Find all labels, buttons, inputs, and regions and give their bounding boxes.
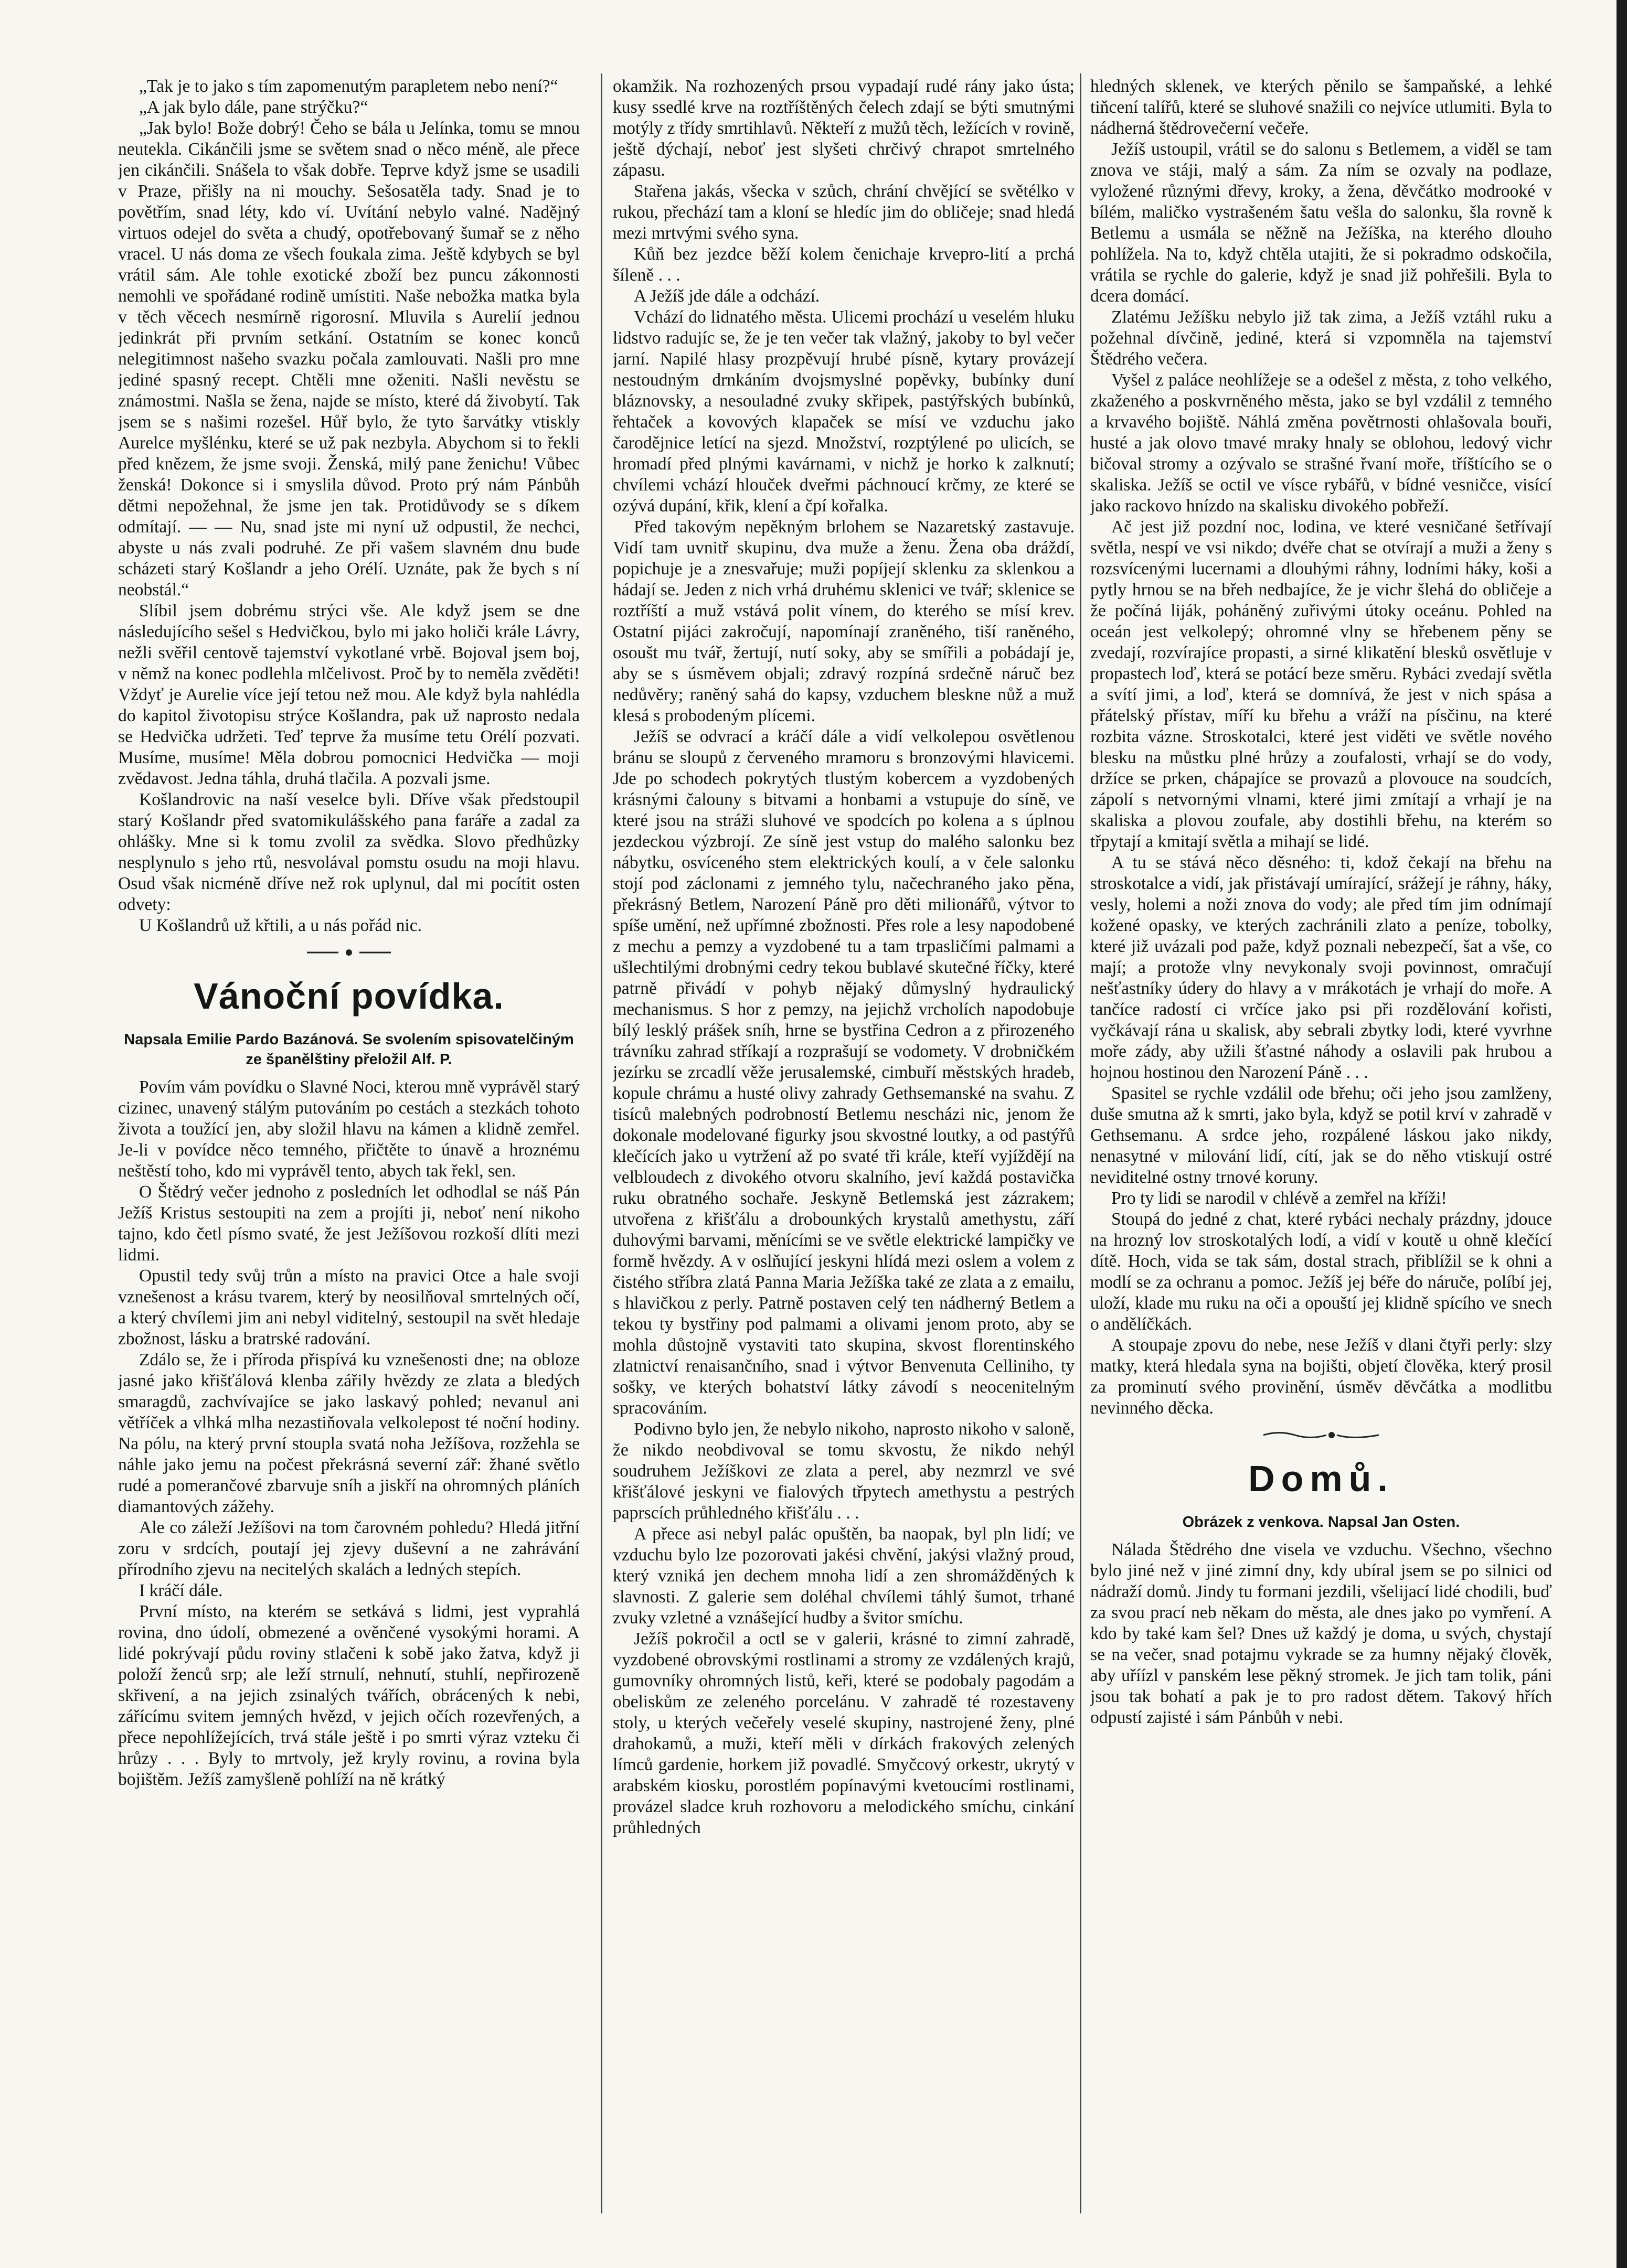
paragraph: „A jak bylo dále, pane strýčku?“ <box>139 98 368 117</box>
paragraph: Spasitel se rychle vzdálil ode břehu; oči jeho jsou zamlženy, duše smutna až k smrti, jako byla, když se potil krví v zahradě v Gethsemanu. A srdce jeho, rozpálené láskou jako nikdy, nenasytné v milování lidí, cítí, jak se do něho vtiskují ostré neviditelné ostny trnové koruny. <box>1090 1084 1552 1187</box>
paragraph: Pro ty lidi se narodil v chlévě a zemřel na kříži! <box>1111 1189 1447 1208</box>
paragraph: A stoupaje zpovu do nebe, nese Ježíš v dlani čtyři perly: slzy matky, která hledala syna na bojišti, objetí člověka, který prosil za prominutí svého provinění, úsměv děvčátka a modlitbu nevinného děcka. <box>1090 1335 1552 1418</box>
column-rule-left <box>601 73 602 2213</box>
paragraph: I kráčí dále. <box>139 1581 223 1600</box>
column-rule-right <box>1080 73 1081 2213</box>
paragraph: Zdálo se, že i příroda přispívá ku vznešenosti dne; na obloze jasné jako křišťálová klenba zářily hvězdy ze zlata a bledých smaragdů, zachvívajíce se jako laskavý pohled; nevanul ani větříček a vlhká mlha nezastiňovala velkolepost té noční hodiny. Na pólu, na který první stoupla svatá noha Ježíšova, rozžehla se náhle jako jemu na počest překrásná severní zář: žhané světlo rudé a pomerančové zbarvuje sníh a jiskří na ohromných pláních diamantových zážehy. <box>118 1350 580 1516</box>
poem-byline: Obrázek z venkova. Napsal Jan Osten. <box>1182 1514 1460 1531</box>
paragraph: Ježíš pokročil a octl se v galerii, krásné to zimní zahradě, vyzdobené obrovskými rostlinami a stromy ze vzdálených krajů, gumovníky ohromných listů, keři, které se podobaly pagodám a obeliskům ze zeleného porcelánu. V zahradě té rozestaveny stoly, u kterých večeřely veselé skupiny, nastrojené ženy, plné drahokamů, a muži, kteří měli v dírkách frakových zelených límců gardenie, horkem již povadlé. Smyčcový orkestr, ukrytý v arabském kiosku, porostlém popínavými kvetoucími rostlinami, provázel sladce kruh rozhovoru a melodického smíchu, cinkání průhledných <box>613 1629 1075 1837</box>
paragraph: Košlandrovic na naší veselce byli. Dříve však předstoupil starý Košlandr před svatomikulášského pana faráře a zadal za ohlášky. Mne si k tomu zvolil za svědka. Slovo předhůzky nesplynulo s jeho rtů, nesvolával pomstu osudu na moji hlavu. Osud však nicméně dříve než rok uplynul, dal mi pocítit osten odvety: <box>118 790 580 914</box>
ornament-icon <box>307 947 391 958</box>
paragraph: A Ježíš jde dále a odchází. <box>634 286 820 306</box>
paragraph: Vchází do lidnatého města. Ulicemi prochází u veselém hluku lidstvo radujíc se, že je ten večer tak vlažný, jakoby to byl večer jarní. Napilé hlasy prozpěvují hrubé písně, kytary provázejí nestoudným drnkáním dvojsmyslné popěvky, bubínky duní bláznovsky, a nesouladné zvuky skřipek, pastýřských bubínků, řehtaček a kovových klapaček se mísí ve vzduchu jako čarodějnice letící na sjezd. Množství, rozptýlené po ulicích, se hromadí před plnými kavárnami, v nichž je horko k zalknutí; chvílemi vchází hlouček dveřmi páchnoucí krčmy, ze které se ozývá dupání, křik, klení a čpí kořalka. <box>613 307 1075 516</box>
paragraph: Stařena jakás, všecka v szůch, chrání chvějící se světélko v rukou, přechází tam a kloní se hledíc jim do obličeje; snad hledá mezi mrtvými svého syna. <box>613 181 1075 243</box>
paragraph: Před takovým nepěkným brlohem se Nazaretský zastavuje. Vidí tam uvnitř skupinu, dva muže a ženu. Žena oba dráždí, popichuje je a znesvařuje; muži popíjejí sklenku za sklenkou a hádají se. Jeden z nich vrhá druhému sklenici ve tvář; sklenice se roztříští a muž vstává polit vínem, do kterého se mísí krev. Ostatní pijáci zakročují, napomínají zraněného, tiší raněného, osoušt mu tvář, žertují, nutí soky, aby se smířili a pobádají je, aby se s úsměvem objali; zdravý rozpíná srdečně náruč bez nedůvěry; raněný sahá do kapsy, vzduchem bleskne nůž a muž klesá s probodeným plícemi. <box>613 517 1075 725</box>
paragraph: „Tak je to jako s tím zapomenutým parapletem nebo není?“ <box>139 77 558 96</box>
paragraph: Povím vám povídku o Slavné Noci, kterou mně vyprávěl starý cizinec, unavený stálým putováním po cestách a stezkách tohoto života a toužící jen, aby složil hlavu na kámen a klidně zemřel. Je-li v povídce něco temného, přičtěte to únavě a hroznému neštěstí toho, kdo mi vyprávěl tento, abych tak řekl, sen. <box>118 1077 580 1181</box>
paragraph: Ale co záleží Ježíšovi na tom čarovném pohledu? Hledá jitřní zoru v srdcích, poutají jej zjevy duševní a ne zahrávání přírodního zjevu na necitelých skalách a ledných stepích. <box>118 1518 580 1579</box>
paragraph: Slíbil jsem dobrému strýci vše. Ale když jsem se dne následujícího sešel s Hedvičkou, bylo mi jako holiči krále Lávry, nežli svěřil centově tajemství vykotlané vrbě. Bojoval jsem boj, v němž na konec podlehla mlčelivost. Proč by to neměla zvěděti! Vždyť je Aurelie více její tetou než mou. Ale když byla nahlédla do kapitol životopisu strýce Košlandra, pak už naprosto nedala se Hedvička udržeti. Teď teprve ža musíme tetu Orélí pozvati. Musíme, musíme! Měla dobrou pomocnici Hedvička — moji zvědavost. Jedna táhla, druhá tlačila. A pozvali jsme. <box>118 601 580 788</box>
paragraph: Stoupá do jedné z chat, které rybáci nechaly prázdny, jdouce na hrozný lov stroskotalých lodí, a vidí v koutě u ohně klečící dítě. Hoch, vida se tak sám, dostal strach, přiblížil se k ohni a modlí se za ochranu a pomoc. Ježíš jej béře do náruče, políbí jej, uloží, klade mu ruku na oči a opouští jej klidně spícího ve snech o andělíčkách. <box>1090 1210 1552 1334</box>
column-middle <box>613 76 1075 2206</box>
paragraph: U Košlandrů už křtili, a u nás pořád nic. <box>139 916 422 935</box>
story-title: Vánoční povídka. <box>194 976 504 1017</box>
scan-edge <box>1617 0 1627 2268</box>
story-byline: Napsala Emilie Pardo Bazánová. Se svolením spisovatelčiným ze španělštiny přeložil Alf. P. <box>124 1031 574 1068</box>
paragraph: „Jak bylo! Bože dobrý! Čeho se bála u Jelínka, tomu se mnou neutekla. Cikánčili jsme se světem snad o něco méně, ale přece jen cikánčili. Snášela to však dobře. Teprve když jsme se usadili v Praze, přišly na ni mouchy. Sešosatěla tady. Snad je to povětřím, snad léty, kdo ví. Uvítání nebylo valné. Nadějný virtuos odejel do světa a chudý, opotřebovaný šumař se z něho vracel. U nás doma ze všech foukala zima. Ještě kdybych se byl vrátil sám. Ale tohle exotické zboží bez puncu zákonnosti nemohli ve spořádané rodině umístiti. Naše nebožka matka byla v těch věcech nesmírně rigorosní. Mluvila s Aurelií jednou jedinkrát při prvním setkání. Ostatním se konec konců nelegitimnost našeho svazku počala zamlouvati. Našli pro mne jediné spasný recept. Chtěli mne oženiti. Našli nevěstu se známostmi. Našla se žena, najde se místo, které dá živobytí. Tak jsem se s našimi rozešel. Hůř bylo, že tyto šarvátky vtiskly Aurelce myšlénku, které se už pak nezbyla. Abychom si to řekli před knězem, že jsme svoji. Ženská, milý pane ženichu! Vůbec ženská! Dokonce si i smyslila důvod. Proto prý nám Pánbůh dětmi nepožehnal, že jsme jen tak. Protidůvody se s díkem odmítají. — — Nu, snad jste mi nyní už odpustil, že nechci, abyste u nás zvali podruhé. Ze při vašem slavném dnu bude scházeti starý Košlandr a jeho Orélí. Uznáte, pak že bych s ní neobstál.“ <box>118 119 580 600</box>
paragraph: Ježíš se odvrací a kráčí dále a vidí velkolepou osvětlenou bránu se sloupů z červeného mramoru s bronzovými hlavicemi. Jde po schodech pokrytých tlustým kobercem a vyzdobených krásnými čalouny s bitvami a honbami a vstupuje do síně, ve které jsou na stráži sluhové ve spodcích po kolena a s úplnou jezdeckou výzbrojí. Ze síně jest vstup do malého salonku bez nábytku, osvíceného stem elektrických koulí, a v čele salonku stojí pod záclonami z jemného tylu, načechraného jako pěna, překrásný Betlem, Narození Páně pro děti milionářů, výtvor to spíše umění, než upřímné zbožnosti. Přes role a lesy napodobené z mechu a pemzy a vyzdobené tu a tam trpasličími palmami a ušlechtilými drobnými cedry tekou bublavé skutečné říčky, které patrně přivádí v pohyb nějaký důmyslný hydraulický mechanismus. S hor z pemzy, na jejichž vrcholích napodobuje bílý lesklý prášek sníh, hrne se bystřina Cedron a z přirozeného trávníku zahrad stříkají a rozprašují se vodomety. V drobničkém jezírku se zrcadlí věže jerusalemské, cimbuří městských hradeb, kopule chrámu a husté olivy zahrady Gethsemanské na svahu. Z tisíců malebných podrobností Betlemu nescházi nic, jenom že dokonale modelované figurky jsou skvostné loutky, a od pastýřů klečících jako u vytržení až po svaté tři krále, kteří vyjíždějí na velbloudech z divokého otvoru skalního, jeví každá postavička ruku obratného sochaře. Jeskyně Betlemská jest zázrakem; utvořena z křišťálu a drobounkých krystalů amethystu, září duhovými barvami, měnícími se ve světle elektrické lampičky ve formě hvězdy. A v oslňující jeskyni hlídá mezi oslem a volem z čistého stříbra zlatá Panna Maria Ježíška také ze zlata a z emailu, s hlavičkou z perly. Patrně postaven celý ten nádherný Betlem a tekou ty bystřiny pod palmami a olivami jenom proto, aby se mohla důstojně vystaviti tato skupina, skvost florentinského zlatnictví renaisančního, snad i výtvor Benvenuta Celliniho, ty sošky, ve kterých bohatství látky závodí s neocenitelným spracováním. <box>613 727 1075 1418</box>
paragraph: A přece asi nebyl palác opuštěn, ba naopak, byl pln lidí; ve vzduchu bylo lze pozorovati jakési chvění, jakýsi vlažný proud, který vzniká jen dechem mnoha lidí a zen shromážděných k slavnosti. Z galerie sem doléhal chvílemi táhlý šumot, trhané zvuky vzletné a vznášející hudby a švitor smíchu. <box>613 1524 1075 1628</box>
paragraph: Ač jest již pozdní noc, lodina, ve které vesničané šetřívají světla, nespí ve vsi nikdo; dvéře chat se otvírají a muži a ženy s rozsvícenými lucernami a dlouhými ráhny, lodními háky, koši a pytly hrnou se na břeh nedbajíce, že je vichr šlehá do obličeje a že počíná liják, poháněný zuřivými útoky oceánu. Pohled na oceán jest velkolepý; ohromné vlny se hřebenem pěny se zvedají, rozvírajíce propasti, a sirné klikatění blesků osvětluje v propastech loď, která se potácí beze směru. Rybáci zvedají světla a svítí jimi, a loď, která se domnívá, že jest v nich spása a přátelský přístav, míří ku břehu a vráží na písčinu, na které rozbita vázne. Stroskotalci, které jest viděti ve světle nového blesku na můstku plné hrůzy a zoufalosti, vrhají se do vody, držíce se prken, chápajíce se provazů a plovouce na soudcích, zápolí s netvornými vlnami, které jimi zmítají a vrhají je na skaliska a plovou zoufale, aby dostihli břehu, na kterém so třpytají a kmitají světla a mihají se lidé. <box>1090 517 1552 851</box>
column-right <box>1090 76 1552 2206</box>
paragraph: O Štědrý večer jednoho z posledních let odhodlal se náš Pán Ježíš Kristus sestoupiti na zem a projíti ji, neboť není nikoho tajno, kdo četl písmo svaté, že jest Ježíšovou rozkoší dlíti mezi lidmi. <box>118 1182 580 1265</box>
poem-title: Domů. <box>1248 1458 1394 1499</box>
ornament-divider <box>1090 1419 1552 1449</box>
paragraph: hledných sklenek, ve kterých pěnilo se šampaňské, a lehké tiňcení talířů, které se sluhové snažili co nejvíce utlumiti. Byla to nádherná štědrovečerní večeře. <box>1090 77 1552 138</box>
paragraph: Ježíš ustoupil, vrátil se do salonu s Betlemem, a viděl se tam znova ve stáji, malý a sám. Za ním se ozvaly na podlaze, vyložené různými dřevy, kroky, a žena, děvčátko modrooké v bílém, maličko vystrašeném šatu vešla do salonku, šla rovně k Betlemu a usmála se něžně na Ježíška, na kterého dlouho pohlížela. Na to, když chtěla utajiti, že si pokradmo odskočila, vrátila se rychle do galerie, když je snad již pohřešili. Byla to dcera domácí. <box>1090 140 1552 306</box>
ornament-divider <box>118 936 580 967</box>
paragraph: Zlatému Ježíšku nebylo již tak zima, a Ježíš vztáhl ruku a požehnal dívčině, jediné, která si vzpomněla na tajemství Štědrého večera. <box>1090 307 1552 369</box>
paragraph: Nálada Štědrého dne visela ve vzduchu. Všechno, všechno bylo jiné než v jiné zimní dny, kdy ubíral jsem se po silnici od nádraží domů. Jindy tu formani jezdili, všelijací lidé chodili, buď za svou prací neb někam do města, ale dnes jako po vymření. A kdo by také kam šel? Dnes už každý je doma, u svých, chystají se na večer, snad potajmu vykrade se za humny nějaký člověk, aby uříízl v panském lese pěkný stromek. Je jich tam tolik, páni jsou tak bohatí a pak je to pro radost dětem. Takový hřích odpustí zajisté i sám Pánbůh v nebi. <box>1090 1540 1552 1727</box>
paragraph: Opustil tedy svůj trůn a místo na pravici Otce a hale svoji vznešenost a krásu tvarem, který by neosilňoval smrtelných očí, a který chvílemi jim ani nebyl viditelný, sestoupil na svět hledaje zbožnost, lásku a bratrské radování. <box>118 1266 580 1349</box>
paragraph: První místo, na kterém se setkává s lidmi, jest vyprahlá rovina, dno údolí, obmezené a ověnčené vysokými horami. A lidé pokrývají půdu roviny stlačeni k sobě jako žatva, když ji položí ženců srp; ale leží strnulí, nehnutí, stuhlí, nepřirozeně skřivení, a na jejich zsinalých tvářích, obrácených k nebi, zářícímu svitem jemných hvězd, v jejich očích rozevřených, a přece nepohlížejících, trvá stále ještě i po smrti výraz vzteku či hrůzy . . . Byly to mrtvoly, jež kryly rovinu, a rovina byla bojištěm. Ježíš zamyšleně pohlíží na ně krátký <box>118 1602 580 1789</box>
paragraph: A tu se stává něco děsného: ti, kdož čekají na břehu na stroskotalce a vidí, jak přistávají umírající, srážejí je ráhny, háky, vesly, holemi a noži znova do vody; ale před tím jim odnímají kožené opasky, ve kterých zachránili zlato a peníze, tobolky, které již uvázali pod paže, když poznali nebezpečí, šat a vše, co mají; a protože vlny nevykonaly svoji povinnost, omračují nešťastníky údery do hlavy a v mrákotách je vrhají do moře. A tančíce radostí ci vrčíce jako psi při rozdělování kořisti, vyčkávají rána u skalisk, aby sebrali zbytky lodi, které vyvrhne moře zády, aby užili šťastné náhody a oslavili pak hrubou a hojnou hostinou den Narození Páně . . . <box>1090 853 1552 1082</box>
column-left <box>118 76 580 2206</box>
paragraph: Kůň bez jezdce běží kolem čenichaje krvepro-lití a prchá šíleně . . . <box>613 244 1075 285</box>
paragraph: Podivno bylo jen, že nebylo nikoho, naprosto nikoho v saloně, že nikdo neobdivoval se tomu skvostu, že nikdo nehýl soudruhem Ježíškovi ze zlata a perel, aby nezmrzl ve své křišťálové jeskyni ve fialových třpytech amethystu a pestrých paprscích průhledného křišťálu . . . <box>613 1419 1075 1523</box>
paragraph: okamžik. Na rozhozených prsou vypadají rudé rány jako ústa; kusy ssedlé krve na roztříštěných čelech zdají se býti smutnými motýly z třídy smrtihlavů. Někteří z mužů těch, ležících v rovině, ještě dýchají, neboť jest slyšeti chrčivý chrapot smrtelného zápasu. <box>613 77 1075 180</box>
paragraph: Vyšel z paláce neohlížeje se a odešel z města, z toho velkého, zkaženého a poskvrněného města, jako se byl vzdálil z temného a krvavého bojiště. Náhlá změna povětrnosti ohlašovala bouři, husté a jak olovo tmavé mraky hnaly se oblohou, ledový vichr bičoval stromy a ozývalo se strašné řvaní moře, tříštícího se o skaliska. Ježíš se octil ve vísce rybářů, v bídné vesničce, visící jako rackovo hnízdo na skalisku divokého pobřeží. <box>1090 370 1552 516</box>
ornament-icon <box>1263 1429 1379 1441</box>
